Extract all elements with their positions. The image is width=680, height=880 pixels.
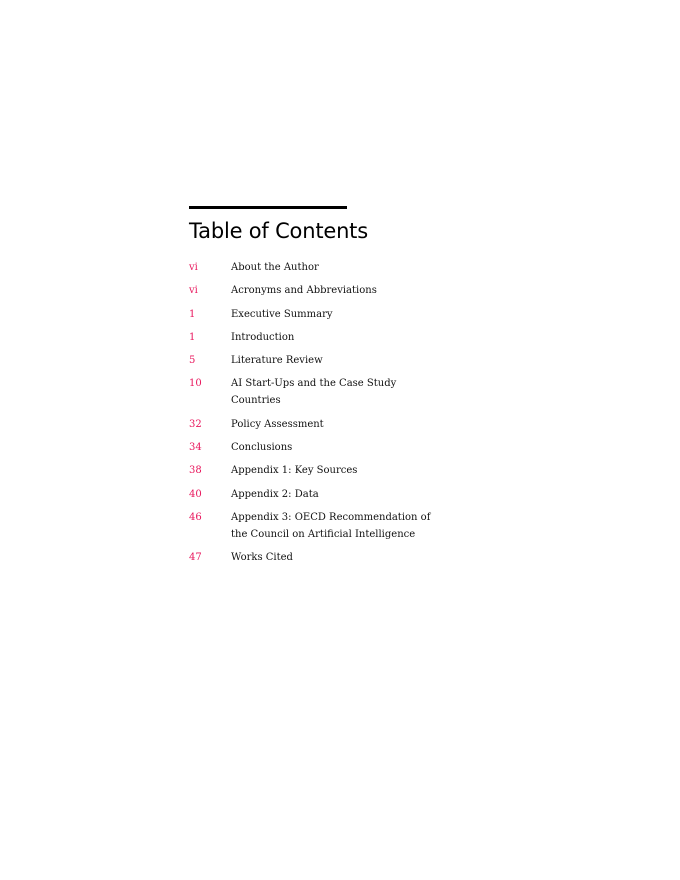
toc-entry-label: Works Cited	[231, 552, 293, 564]
toc-entry-label: Appendix 3: OECD Recommendation of the Council on Artificial Intelligence	[231, 511, 431, 540]
toc-page-number: 5	[189, 355, 196, 367]
toc-page-number: 10	[189, 378, 202, 390]
toc-entry[interactable]	[189, 486, 469, 503]
toc-page-number: 40	[189, 488, 202, 500]
toc-entry-label: Appendix 2: Data	[231, 488, 319, 500]
toc-page-number: 1	[189, 308, 196, 320]
toc-entry[interactable]	[189, 462, 469, 479]
toc-title: Table of Contents	[189, 219, 368, 243]
toc-page-number: vi	[189, 285, 198, 297]
toc-page-number: vi	[189, 262, 198, 273]
toc-page-number: 32	[189, 418, 202, 430]
toc-entry-label: Acronyms and Abbreviations	[231, 285, 377, 297]
toc-entry-label: Conclusions	[231, 442, 293, 454]
toc-page-number: 1	[189, 331, 196, 343]
toc-entries	[189, 259, 469, 566]
table-of-contents	[189, 206, 469, 573]
toc-entry[interactable]	[189, 282, 469, 299]
toc-entry[interactable]	[189, 375, 469, 409]
toc-entry[interactable]	[189, 509, 469, 543]
toc-entry[interactable]	[189, 329, 469, 346]
toc-entry[interactable]	[189, 306, 469, 323]
toc-page-number: 46	[189, 511, 202, 523]
toc-entry-label: Executive Summary	[231, 308, 333, 320]
toc-entry-label: Introduction	[231, 331, 295, 343]
toc-entry-label: Literature Review	[231, 355, 323, 367]
toc-entry[interactable]	[189, 352, 469, 369]
toc-entry-label: About the Author	[231, 262, 319, 273]
toc-entry[interactable]	[189, 549, 469, 566]
toc-entry-label: AI Start-Ups and the Case Study Countries	[231, 378, 397, 407]
toc-entry-label: Appendix 1: Key Sources	[231, 465, 358, 477]
toc-page-number: 34	[189, 442, 202, 454]
toc-page-number: 47	[189, 552, 202, 564]
toc-page-number: 38	[189, 465, 202, 477]
toc-entry[interactable]	[189, 259, 469, 276]
toc-entry[interactable]	[189, 439, 469, 456]
toc-entry-label: Policy Assessment	[231, 418, 324, 430]
toc-entry[interactable]	[189, 416, 469, 433]
title-rule	[189, 206, 347, 209]
